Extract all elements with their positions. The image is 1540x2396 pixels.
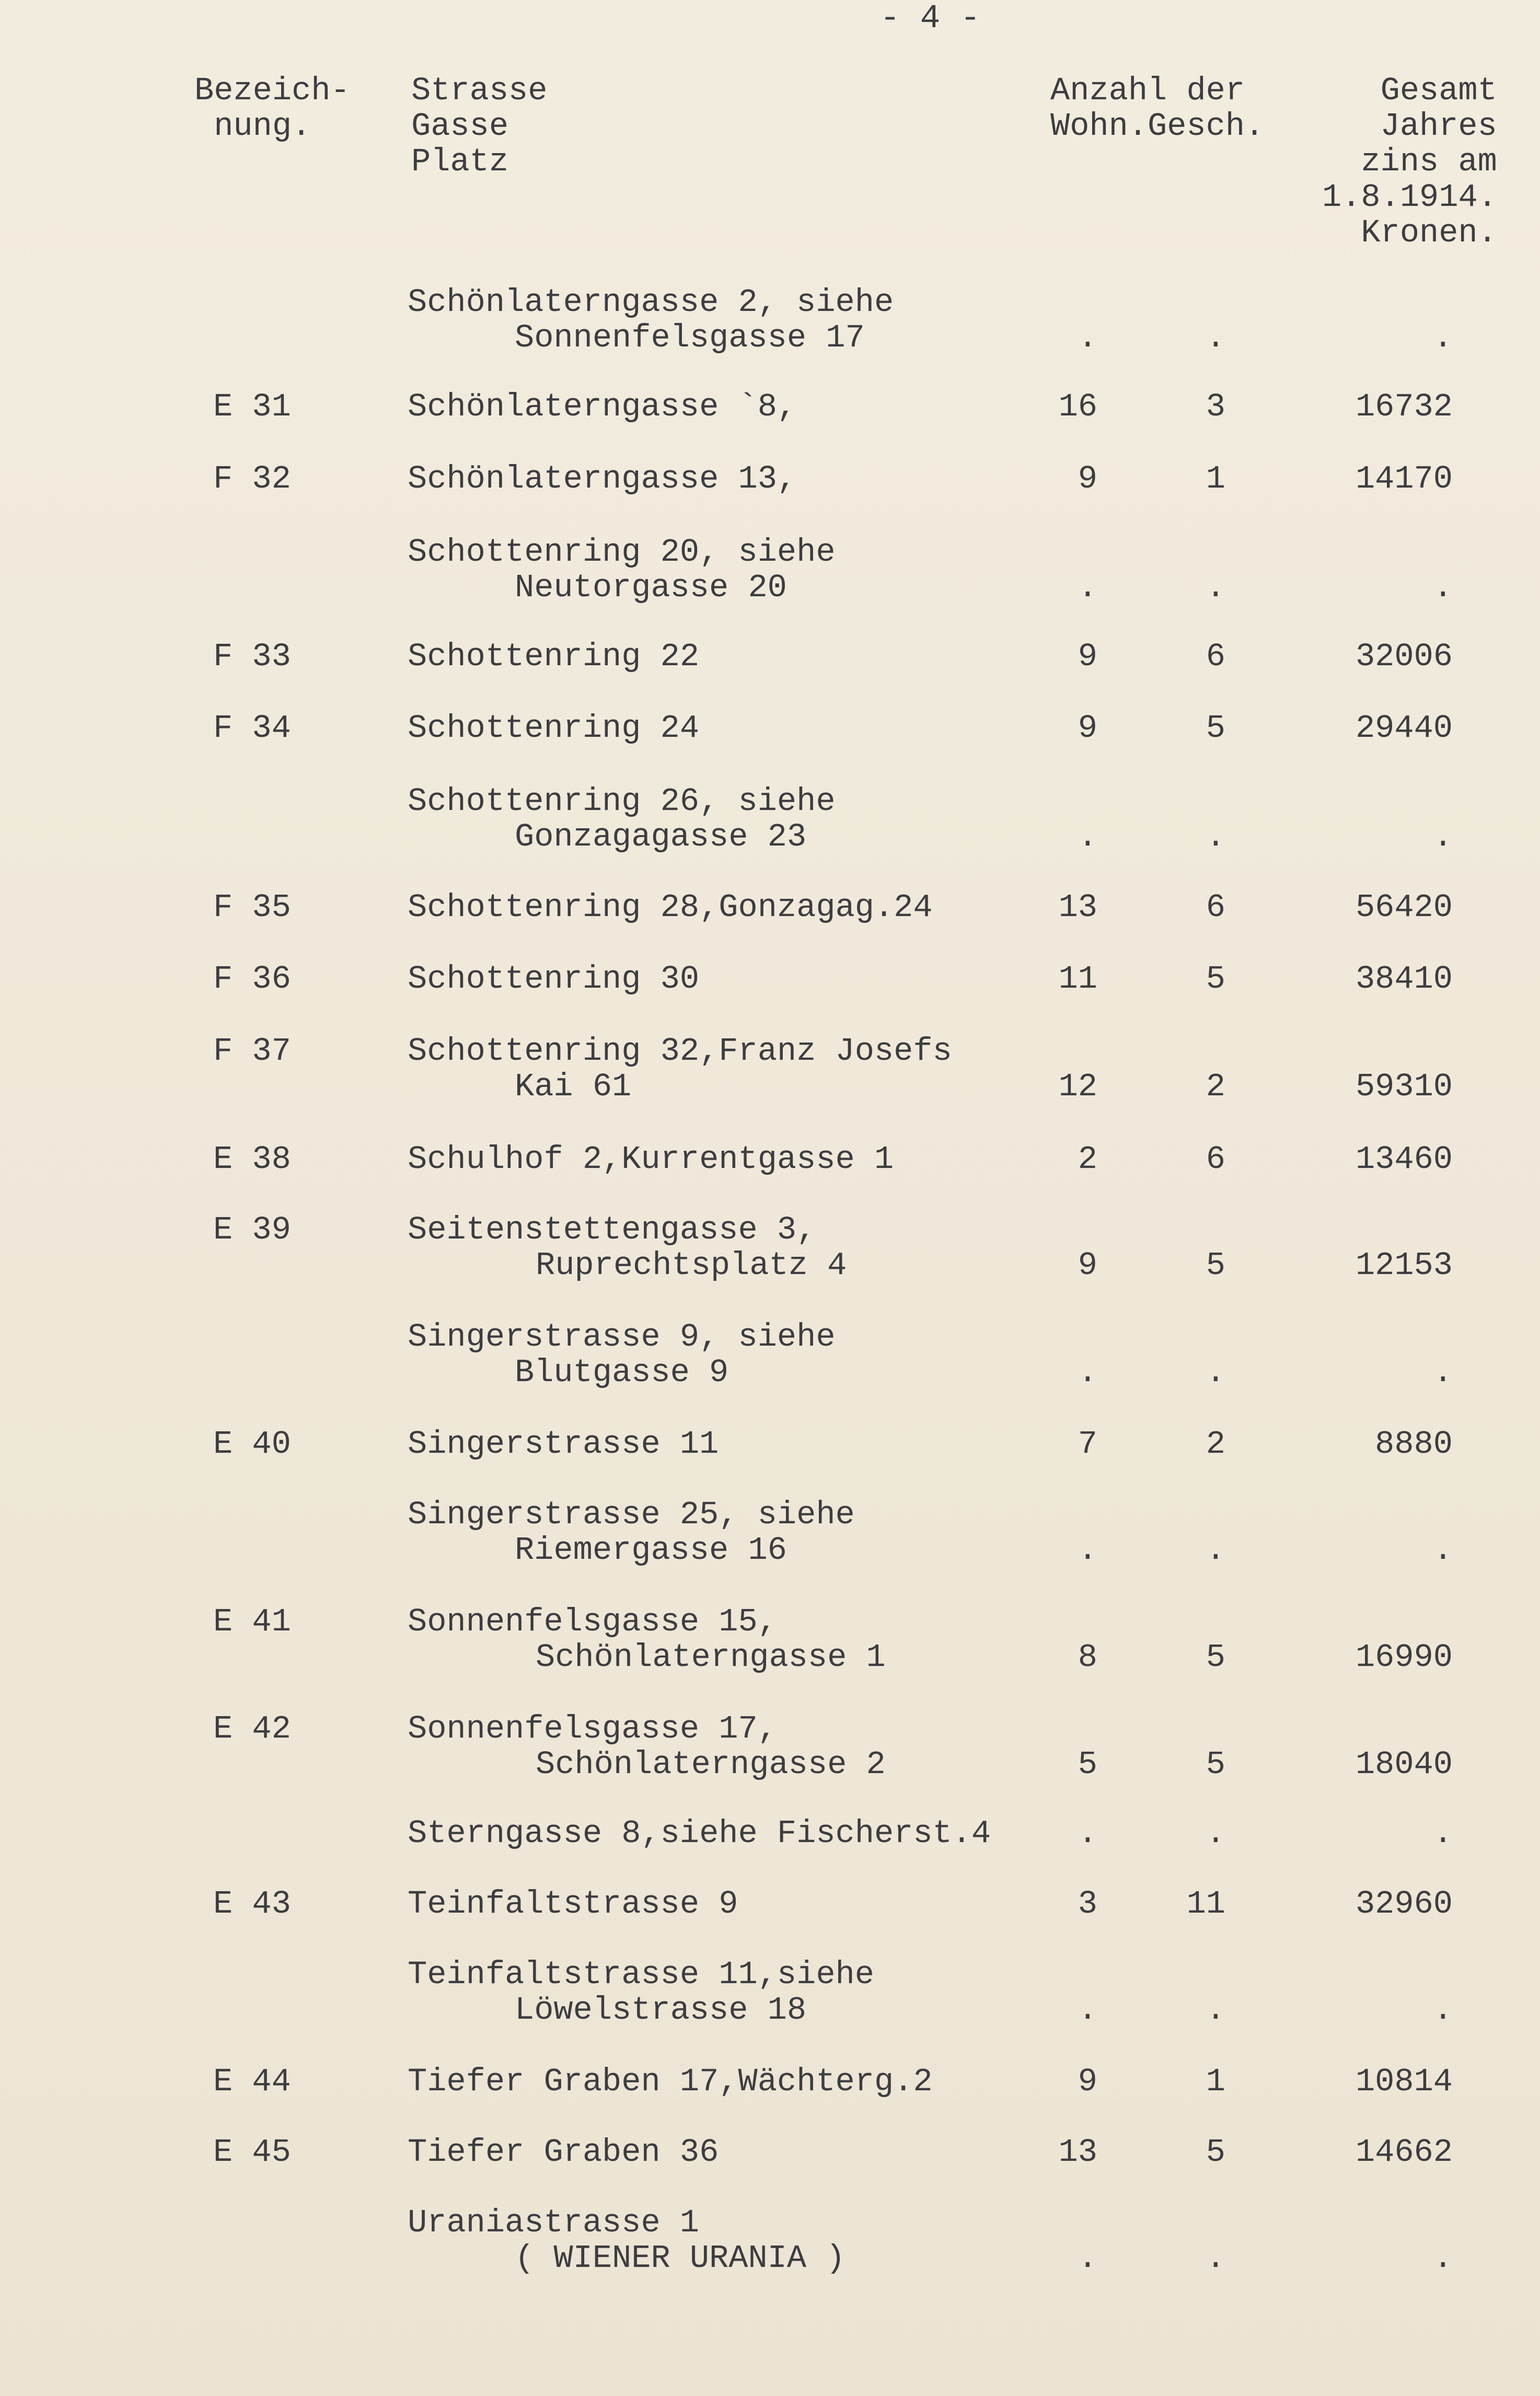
business-count: 1 [1206, 2063, 1225, 2100]
annual-rent: 59310 [1355, 1068, 1453, 1105]
designation-code: E 38 [213, 1141, 291, 1178]
street-address [408, 1816, 991, 1851]
header-total-rent: Gesamt Jahres zins am 1.8.1914. Kronen. [1322, 72, 1497, 251]
business-count: 5 [1206, 1247, 1225, 1284]
street-line-2: Ruprechtsplatz 4 [536, 1247, 847, 1284]
street-line-1: Singerstrasse 11 [408, 1426, 719, 1463]
street-line-2: Löwelstrasse 18 [515, 1992, 807, 2029]
street-address [408, 962, 699, 997]
header-street: Strasse Gasse Platz [411, 72, 548, 180]
designation-code: F 34 [213, 710, 291, 747]
annual-rent: . [1433, 569, 1453, 606]
business-count: 6 [1206, 1141, 1225, 1178]
street-line-1: Tiefer Graben 17,Wächterg.2 [408, 2063, 933, 2100]
business-count: 5 [1206, 710, 1225, 747]
street-line-1: Schulhof 2,Kurrentgasse 1 [408, 1141, 894, 1178]
annual-rent: 38410 [1355, 960, 1453, 998]
apartments-count: 7 [1078, 1426, 1097, 1463]
annual-rent: . [1433, 2240, 1453, 2277]
apartments-count: . [1078, 1354, 1097, 1391]
apartments-count: . [1078, 569, 1097, 606]
designation-code: E 39 [213, 1211, 291, 1248]
street-line-2: Schönlaterngasse 1 [536, 1639, 886, 1676]
street-line-1: Schottenring 26, siehe [408, 783, 836, 820]
street-address [408, 1957, 874, 2028]
apartments-count: 8 [1078, 1639, 1097, 1676]
street-address [408, 2135, 719, 2170]
street-line-1: Seitenstettengasse 3, [408, 1211, 816, 1248]
business-count: 5 [1206, 960, 1225, 998]
business-count: . [1206, 319, 1225, 356]
street-line-2: Kai 61 [515, 1068, 632, 1105]
street-line-1: Schönlaterngasse 2, siehe [408, 284, 894, 321]
business-count: 6 [1206, 638, 1225, 675]
business-count: 3 [1206, 388, 1225, 425]
street-address [408, 890, 933, 925]
annual-rent: 13460 [1355, 1141, 1453, 1178]
business-count: . [1206, 1532, 1225, 1569]
page-number: - 4 - [879, 0, 981, 38]
street-address [408, 1212, 847, 1283]
street-address [408, 1319, 836, 1391]
apartments-count: 9 [1078, 2063, 1097, 2100]
apartments-count: . [1078, 818, 1097, 855]
annual-rent: 32960 [1355, 1885, 1453, 1923]
annual-rent: 14170 [1355, 460, 1453, 497]
street-line-2: Riemergasse 16 [515, 1532, 787, 1569]
designation-code: F 37 [213, 1033, 291, 1070]
street-address [408, 1711, 886, 1782]
business-count: 2 [1206, 1426, 1225, 1463]
street-address [408, 461, 796, 497]
apartments-count: 9 [1078, 710, 1097, 747]
designation-code: E 43 [213, 1885, 291, 1923]
street-line-1: Sonnenfelsgasse 17, [408, 1710, 777, 1747]
apartments-count: 9 [1078, 638, 1097, 675]
street-line-2: Schönlaterngasse 2 [536, 1746, 886, 1783]
apartments-count: 12 [1058, 1068, 1097, 1105]
street-address [408, 389, 796, 425]
street-address [408, 639, 699, 675]
designation-code: E 40 [213, 1426, 291, 1463]
annual-rent: 8880 [1375, 1426, 1453, 1463]
street-line-1: Schönlaterngasse `8, [408, 388, 797, 425]
designation-code: E 42 [213, 1710, 291, 1747]
business-count: 5 [1206, 1746, 1225, 1783]
apartments-count: . [1078, 319, 1097, 356]
designation-code: F 36 [213, 960, 291, 998]
street-line-1: Singerstrasse 9, siehe [408, 1318, 836, 1356]
street-line-2: Gonzagagasse 23 [515, 818, 807, 855]
apartments-count: 16 [1058, 388, 1097, 425]
annual-rent: . [1433, 1354, 1453, 1391]
designation-code: E 41 [213, 1603, 291, 1640]
apartments-count: 13 [1058, 889, 1097, 926]
business-count: . [1206, 818, 1225, 855]
business-count: . [1206, 1354, 1225, 1391]
street-address [408, 2064, 933, 2100]
street-address [408, 1604, 886, 1675]
apartments-count: 3 [1078, 1885, 1097, 1923]
header-designation: Bezeich- nung. [194, 72, 350, 145]
designation-code: E 31 [213, 388, 291, 425]
street-address [408, 784, 836, 855]
annual-rent: . [1433, 1992, 1453, 2029]
apartments-count: 2 [1078, 1141, 1097, 1178]
designation-code: F 32 [213, 460, 291, 497]
annual-rent: . [1433, 319, 1453, 356]
annual-rent: . [1433, 818, 1453, 855]
annual-rent: 12153 [1355, 1247, 1453, 1284]
street-line-1: Teinfaltstrasse 9 [408, 1885, 738, 1923]
street-address [408, 1497, 855, 1568]
apartments-count: . [1078, 1992, 1097, 2029]
street-address [408, 711, 699, 746]
designation-code: E 44 [213, 2063, 291, 2100]
street-line-1: Schottenring 22 [408, 638, 700, 675]
street-line-1: Schönlaterngasse 13, [408, 460, 797, 497]
apartments-count: . [1078, 1532, 1097, 1569]
header-count: Anzahl der Wohn.Gesch. [1050, 72, 1265, 145]
street-address [408, 1886, 738, 1922]
apartments-count: 9 [1078, 1247, 1097, 1284]
street-line-1: Singerstrasse 25, siehe [408, 1496, 855, 1533]
street-line-1: Sterngasse 8,siehe Fischerst.4 [408, 1815, 991, 1852]
designation-code: E 45 [213, 2134, 291, 2171]
street-line-1: Schottenring 32,Franz Josefs [408, 1033, 952, 1070]
annual-rent: 18040 [1355, 1746, 1453, 1783]
street-line-1: Schottenring 20, siehe [408, 534, 836, 571]
street-line-1: Sonnenfelsgasse 15, [408, 1603, 777, 1640]
street-address [408, 535, 836, 606]
street-line-1: Teinfaltstrasse 11,siehe [408, 1956, 874, 1993]
business-count: 5 [1206, 1639, 1225, 1676]
apartments-count: 11 [1058, 960, 1097, 998]
apartments-count: . [1078, 2240, 1097, 2277]
apartments-count: 13 [1058, 2134, 1097, 2171]
business-count: . [1206, 569, 1225, 606]
business-count: 6 [1206, 889, 1225, 926]
street-line-1: Schottenring 28,Gonzagag.24 [408, 889, 933, 926]
business-count: . [1206, 1815, 1225, 1852]
apartments-count: 5 [1078, 1746, 1097, 1783]
street-line-2: Sonnenfelsgasse 17 [515, 319, 865, 356]
street-line-1: Tiefer Graben 36 [408, 2134, 719, 2171]
designation-code: F 33 [213, 638, 291, 675]
annual-rent: 29440 [1355, 710, 1453, 747]
street-line-1: Schottenring 24 [408, 710, 700, 747]
street-address [408, 1142, 894, 1177]
annual-rent: 10814 [1355, 2063, 1453, 2100]
annual-rent: 56420 [1355, 889, 1453, 926]
business-count: 2 [1206, 1068, 1225, 1105]
street-line-1: Uraniastrasse 1 [408, 2204, 700, 2241]
business-count: 11 [1186, 1885, 1225, 1923]
annual-rent: 16990 [1355, 1639, 1453, 1676]
designation-code: F 35 [213, 889, 291, 926]
street-address [408, 1427, 719, 1462]
street-line-2: ( WIENER URANIA ) [515, 2240, 846, 2277]
apartments-count: . [1078, 1815, 1097, 1852]
apartments-count: 9 [1078, 460, 1097, 497]
annual-rent: . [1433, 1815, 1453, 1852]
business-count: 1 [1206, 460, 1225, 497]
street-line-2: Neutorgasse 20 [515, 569, 787, 606]
annual-rent: 16732 [1355, 388, 1453, 425]
business-count: . [1206, 2240, 1225, 2277]
annual-rent: 32006 [1355, 638, 1453, 675]
business-count: 5 [1206, 2134, 1225, 2171]
annual-rent: 14662 [1355, 2134, 1453, 2171]
street-line-1: Schottenring 30 [408, 960, 700, 998]
annual-rent: . [1433, 1532, 1453, 1569]
street-address [408, 2205, 846, 2276]
street-line-2: Blutgasse 9 [515, 1354, 729, 1391]
business-count: . [1206, 1992, 1225, 2029]
street-address [408, 1034, 952, 1105]
street-address [408, 285, 894, 356]
